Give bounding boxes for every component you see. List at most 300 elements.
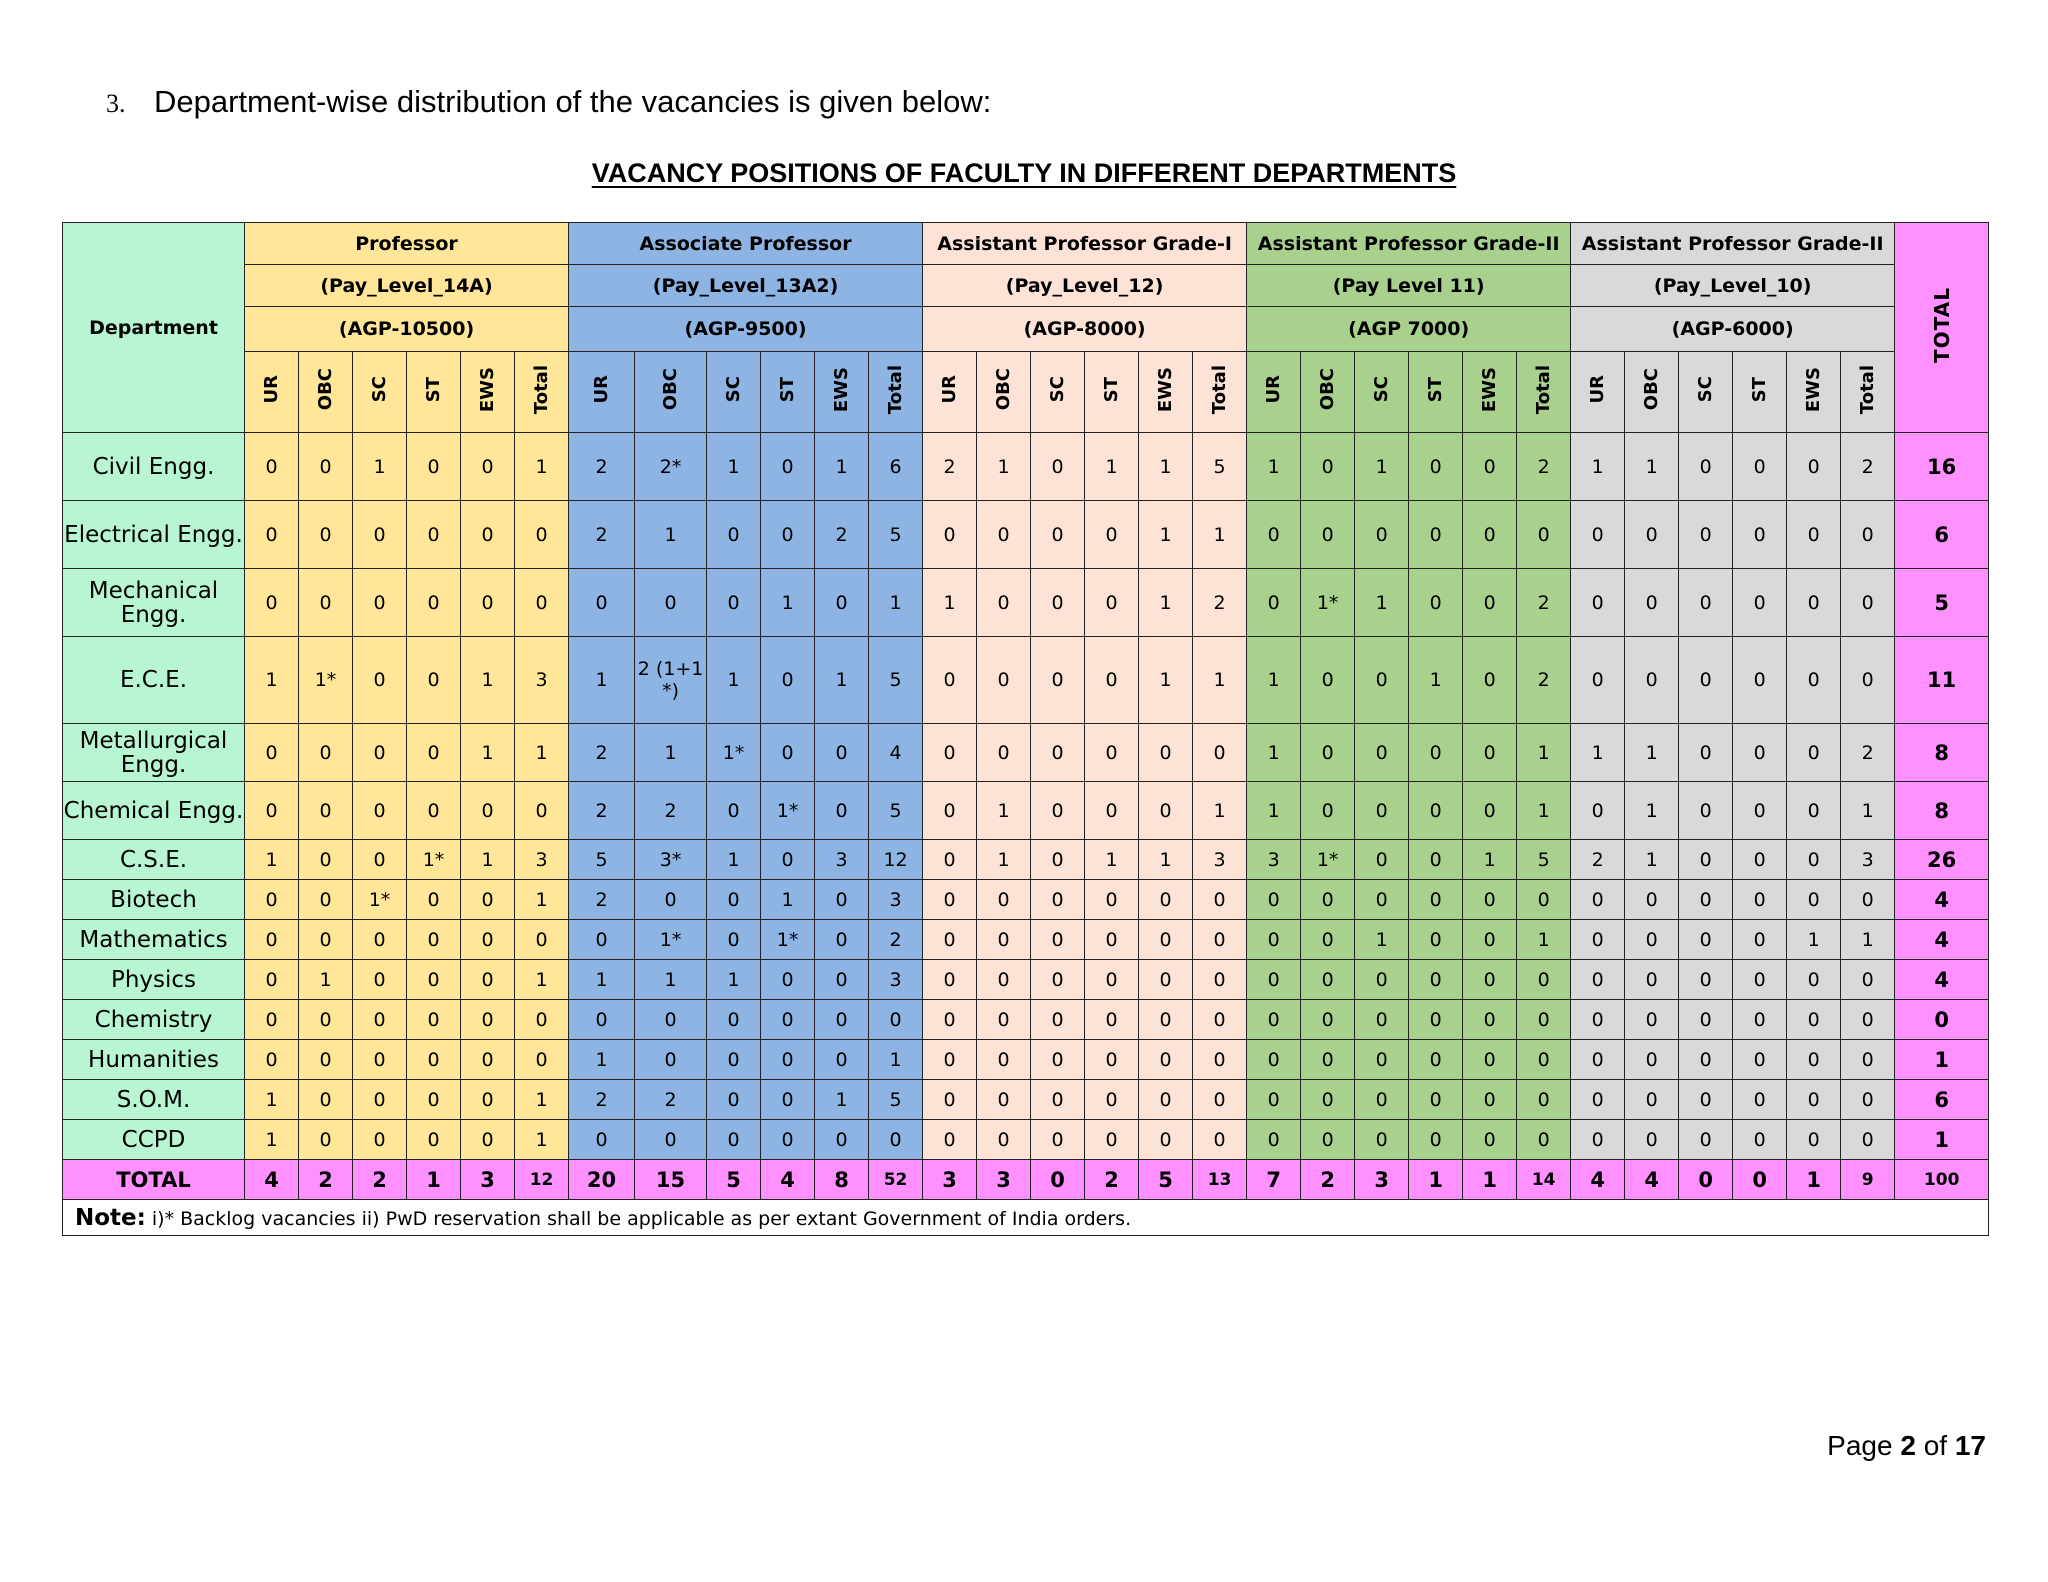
vacancy-cell: 0 <box>1193 1000 1247 1040</box>
vacancy-cell: 0 <box>1733 960 1787 1000</box>
vacancy-cell: 1 <box>1625 782 1679 840</box>
department-name: Biotech <box>63 880 245 920</box>
vacancy-cell: 0 <box>761 637 815 724</box>
vacancy-cell: 1 <box>1193 501 1247 569</box>
total-cell: 4 <box>1625 1160 1679 1200</box>
vacancy-cell: 0 <box>1409 840 1463 880</box>
vacancy-cell: 0 <box>1139 1040 1193 1080</box>
vacancy-cell: 0 <box>1679 782 1733 840</box>
row-total: 1 <box>1895 1120 1989 1160</box>
vacancy-cell: 0 <box>1733 1080 1787 1120</box>
vacancy-cell: 1 <box>815 433 869 501</box>
vacancy-cell: 0 <box>407 782 461 840</box>
vacancy-cell: 0 <box>245 1040 299 1080</box>
total-cell: 3 <box>923 1160 977 1200</box>
vacancy-table <box>62 222 1989 1236</box>
vacancy-cell: 0 <box>1031 920 1085 960</box>
vacancy-cell: 2 <box>1517 433 1571 501</box>
vacancy-cell: 1 <box>515 1080 569 1120</box>
vacancy-cell: 0 <box>761 1080 815 1120</box>
vacancy-cell: 1 <box>1409 637 1463 724</box>
group-name: Assistant Professor Grade-II <box>1571 223 1895 265</box>
vacancy-cell: 0 <box>353 1040 407 1080</box>
vacancy-cell: 0 <box>299 840 353 880</box>
table-row <box>63 724 1989 782</box>
vacancy-cell: 0 <box>1463 1000 1517 1040</box>
vacancy-cell: 0 <box>1247 569 1301 637</box>
group-name: Assistant Professor Grade-I <box>923 223 1247 265</box>
group-name: Associate Professor <box>569 223 923 265</box>
category-header: EWS <box>1463 352 1517 433</box>
vacancy-cell: 0 <box>299 569 353 637</box>
vacancy-cell: 0 <box>1787 840 1841 880</box>
vacancy-cell: 0 <box>635 1000 707 1040</box>
vacancy-cell: 0 <box>761 840 815 880</box>
vacancy-cell: 0 <box>461 782 515 840</box>
vacancy-cell: 0 <box>1733 724 1787 782</box>
vacancy-cell: 0 <box>299 724 353 782</box>
vacancy-cell: 0 <box>635 880 707 920</box>
vacancy-cell: 0 <box>1247 960 1301 1000</box>
vacancy-cell: 0 <box>1733 637 1787 724</box>
vacancy-cell: 1* <box>707 724 761 782</box>
vacancy-cell: 12 <box>869 840 923 880</box>
vacancy-cell: 1 <box>245 840 299 880</box>
vacancy-cell: 0 <box>1625 569 1679 637</box>
vacancy-cell: 0 <box>569 1120 635 1160</box>
vacancy-cell: 0 <box>707 1080 761 1120</box>
vacancy-cell: 0 <box>815 1120 869 1160</box>
category-header: OBC <box>299 352 353 433</box>
vacancy-cell: 0 <box>1409 433 1463 501</box>
vacancy-cell: 0 <box>977 1080 1031 1120</box>
vacancy-cell: 1 <box>1787 920 1841 960</box>
vacancy-cell: 0 <box>1355 501 1409 569</box>
vacancy-cell: 0 <box>815 920 869 960</box>
vacancy-cell: 0 <box>923 1040 977 1080</box>
vacancy-cell: 0 <box>1031 1000 1085 1040</box>
vacancy-cell: 1 <box>1139 840 1193 880</box>
vacancy-cell: 1 <box>707 840 761 880</box>
total-cell: 20 <box>569 1160 635 1200</box>
vacancy-cell: 0 <box>1733 1120 1787 1160</box>
vacancy-cell: 5 <box>1193 433 1247 501</box>
vacancy-cell: 0 <box>1463 569 1517 637</box>
vacancy-cell: 0 <box>977 637 1031 724</box>
vacancy-cell: 0 <box>1409 569 1463 637</box>
vacancy-cell: 2 <box>1841 724 1895 782</box>
vacancy-cell: 0 <box>815 1040 869 1080</box>
vacancy-cell: 0 <box>407 569 461 637</box>
page-current: 2 <box>1900 1430 1916 1461</box>
vacancy-cell: 0 <box>1733 501 1787 569</box>
vacancy-cell: 0 <box>1247 1040 1301 1080</box>
total-cell: 0 <box>1733 1160 1787 1200</box>
vacancy-cell: 0 <box>1355 782 1409 840</box>
vacancy-cell: 0 <box>977 880 1031 920</box>
vacancy-cell: 0 <box>1679 637 1733 724</box>
vacancy-cell: 1 <box>977 433 1031 501</box>
vacancy-cell: 0 <box>1679 501 1733 569</box>
vacancy-cell: 0 <box>1841 637 1895 724</box>
vacancy-cell: 0 <box>1301 433 1355 501</box>
vacancy-cell: 0 <box>923 1120 977 1160</box>
vacancy-cell: 0 <box>245 960 299 1000</box>
vacancy-cell: 0 <box>245 724 299 782</box>
vacancy-cell: 0 <box>707 569 761 637</box>
vacancy-cell: 0 <box>1085 1120 1139 1160</box>
vacancy-cell: 2 <box>1517 569 1571 637</box>
group-agp: (AGP-10500) <box>245 307 569 352</box>
vacancy-cell: 0 <box>1571 1040 1625 1080</box>
vacancy-cell: 0 <box>245 920 299 960</box>
table-row <box>63 637 1989 724</box>
department-name: CCPD <box>63 1120 245 1160</box>
total-cell: 7 <box>1247 1160 1301 1200</box>
vacancy-cell: 2 <box>869 920 923 960</box>
vacancy-cell: 0 <box>1841 880 1895 920</box>
vacancy-cell: 0 <box>923 880 977 920</box>
category-header: OBC <box>635 352 707 433</box>
vacancy-cell: 1 <box>1841 920 1895 960</box>
vacancy-cell: 0 <box>1301 960 1355 1000</box>
vacancy-cell: 0 <box>515 1040 569 1080</box>
vacancy-cell: 0 <box>1571 1080 1625 1120</box>
vacancy-cell: 0 <box>1787 880 1841 920</box>
vacancy-cell: 2 <box>1517 637 1571 724</box>
category-header: Total <box>1841 352 1895 433</box>
department-name: Chemistry <box>63 1000 245 1040</box>
vacancy-cell: 1 <box>707 433 761 501</box>
vacancy-cell: 0 <box>299 880 353 920</box>
vacancy-cell: 0 <box>515 920 569 960</box>
department-name: Physics <box>63 960 245 1000</box>
vacancy-cell: 0 <box>1355 1040 1409 1080</box>
group-agp: (AGP-8000) <box>923 307 1247 352</box>
vacancy-cell: 0 <box>923 920 977 960</box>
category-header: OBC <box>977 352 1031 433</box>
vacancy-cell: 1 <box>635 724 707 782</box>
vacancy-cell: 0 <box>1463 637 1517 724</box>
vacancy-cell: 1 <box>461 637 515 724</box>
vacancy-cell: 0 <box>815 1000 869 1040</box>
vacancy-cell: 0 <box>1193 1120 1247 1160</box>
vacancy-cell: 2 <box>569 880 635 920</box>
vacancy-cell: 0 <box>1301 1040 1355 1080</box>
vacancy-cell: 0 <box>407 637 461 724</box>
vacancy-cell: 0 <box>353 501 407 569</box>
vacancy-cell: 0 <box>407 1040 461 1080</box>
vacancy-cell: 0 <box>515 501 569 569</box>
vacancy-cell: 1 <box>977 840 1031 880</box>
vacancy-cell: 1 <box>569 637 635 724</box>
total-cell: 14 <box>1517 1160 1571 1200</box>
vacancy-cell: 0 <box>1733 920 1787 960</box>
total-cell: 13 <box>1193 1160 1247 1200</box>
vacancy-cell: 0 <box>353 1080 407 1120</box>
vacancy-cell: 0 <box>1409 920 1463 960</box>
vacancy-cell: 0 <box>869 1000 923 1040</box>
vacancy-cell: 0 <box>1031 782 1085 840</box>
vacancy-cell: 0 <box>1193 724 1247 782</box>
vacancy-cell: 2 <box>635 782 707 840</box>
vacancy-cell: 3 <box>1193 840 1247 880</box>
row-total: 4 <box>1895 920 1989 960</box>
vacancy-cell: 0 <box>353 782 407 840</box>
vacancy-cell: 0 <box>1139 1080 1193 1120</box>
total-cell: 15 <box>635 1160 707 1200</box>
vacancy-cell: 0 <box>299 1080 353 1120</box>
vacancy-cell: 1 <box>515 1120 569 1160</box>
vacancy-cell: 0 <box>1301 1000 1355 1040</box>
vacancy-cell: 0 <box>1571 782 1625 840</box>
vacancy-cell: 0 <box>1625 1120 1679 1160</box>
vacancy-cell: 0 <box>1625 637 1679 724</box>
vacancy-cell: 0 <box>1625 920 1679 960</box>
vacancy-cell: 0 <box>761 501 815 569</box>
vacancy-cell: 0 <box>635 1040 707 1080</box>
vacancy-cell: 0 <box>1193 1040 1247 1080</box>
vacancy-cell: 0 <box>461 569 515 637</box>
vacancy-cell: 0 <box>815 569 869 637</box>
vacancy-cell: 0 <box>1787 1040 1841 1080</box>
vacancy-cell: 0 <box>1247 1120 1301 1160</box>
vacancy-cell: 0 <box>1247 1000 1301 1040</box>
total-cell: 3 <box>1355 1160 1409 1200</box>
vacancy-cell: 0 <box>1625 501 1679 569</box>
vacancy-cell: 0 <box>1841 501 1895 569</box>
vacancy-cell: 1 <box>1085 433 1139 501</box>
vacancy-cell: 0 <box>1787 569 1841 637</box>
vacancy-cell: 1 <box>1139 433 1193 501</box>
vacancy-cell: 1 <box>815 637 869 724</box>
vacancy-cell: 0 <box>1193 1080 1247 1120</box>
vacancy-cell: 1* <box>635 920 707 960</box>
total-cell: 2 <box>1301 1160 1355 1200</box>
vacancy-cell: 0 <box>1679 724 1733 782</box>
vacancy-cell: 0 <box>1787 1000 1841 1040</box>
vacancy-cell: 2* <box>635 433 707 501</box>
table-row <box>63 960 1989 1000</box>
intro-text: Department-wise distribution of the vacancies is given below: <box>154 84 992 119</box>
vacancy-cell: 0 <box>1301 724 1355 782</box>
vacancy-cell: 0 <box>1355 1120 1409 1160</box>
vacancy-cell: 4 <box>869 724 923 782</box>
category-header: Total <box>1193 352 1247 433</box>
total-cell: 3 <box>461 1160 515 1200</box>
vacancy-cell: 0 <box>1355 637 1409 724</box>
vacancy-cell: 0 <box>815 880 869 920</box>
vacancy-cell: 1 <box>515 880 569 920</box>
vacancy-cell: 0 <box>1355 1000 1409 1040</box>
vacancy-cell: 0 <box>1733 433 1787 501</box>
vacancy-cell: 0 <box>761 1040 815 1080</box>
vacancy-cell: 0 <box>1031 960 1085 1000</box>
vacancy-cell: 2 <box>569 1080 635 1120</box>
vacancy-cell: 0 <box>1787 782 1841 840</box>
vacancy-cell: 0 <box>1409 724 1463 782</box>
note <box>63 1200 1989 1236</box>
vacancy-cell: 0 <box>1733 1040 1787 1080</box>
total-cell: 5 <box>707 1160 761 1200</box>
vacancy-cell: 0 <box>815 724 869 782</box>
vacancy-cell: 0 <box>1841 1040 1895 1080</box>
vacancy-cell: 1* <box>1301 569 1355 637</box>
vacancy-cell: 0 <box>1247 880 1301 920</box>
vacancy-cell: 0 <box>707 1040 761 1080</box>
vacancy-cell: 0 <box>1625 1000 1679 1040</box>
vacancy-cell: 1* <box>407 840 461 880</box>
vacancy-cell: 0 <box>1031 840 1085 880</box>
vacancy-cell: 0 <box>977 1040 1031 1080</box>
group-pay-level: (Pay_Level_14A) <box>245 265 569 307</box>
vacancy-cell: 0 <box>245 569 299 637</box>
vacancy-cell: 0 <box>1571 501 1625 569</box>
vacancy-cell: 0 <box>707 782 761 840</box>
vacancy-cell: 0 <box>1679 920 1733 960</box>
category-header: ST <box>761 352 815 433</box>
vacancy-cell: 1 <box>1085 840 1139 880</box>
vacancy-cell: 1 <box>1841 782 1895 840</box>
total-cell: 12 <box>515 1160 569 1200</box>
vacancy-cell: 0 <box>1787 433 1841 501</box>
vacancy-cell: 0 <box>1409 1040 1463 1080</box>
vacancy-cell: 5 <box>1517 840 1571 880</box>
total-cell: 4 <box>761 1160 815 1200</box>
category-header: OBC <box>1625 352 1679 433</box>
vacancy-cell: 0 <box>1247 501 1301 569</box>
vacancy-cell: 0 <box>1517 1040 1571 1080</box>
vacancy-cell: 0 <box>1139 1120 1193 1160</box>
vacancy-cell: 0 <box>1571 880 1625 920</box>
vacancy-cell: 0 <box>1301 637 1355 724</box>
vacancy-cell: 0 <box>353 637 407 724</box>
department-name: Civil Engg. <box>63 433 245 501</box>
vacancy-cell: 3 <box>515 637 569 724</box>
vacancy-cell: 0 <box>1355 1080 1409 1120</box>
vacancy-cell: 3 <box>869 960 923 1000</box>
total-cell: 8 <box>815 1160 869 1200</box>
table-row <box>63 569 1989 637</box>
row-total: 1 <box>1895 1040 1989 1080</box>
vacancy-cell: 1 <box>635 501 707 569</box>
vacancy-cell: 0 <box>569 920 635 960</box>
vacancy-cell: 1 <box>869 1040 923 1080</box>
vacancy-cell: 2 <box>1193 569 1247 637</box>
vacancy-cell: 0 <box>1841 569 1895 637</box>
category-header: ST <box>1409 352 1463 433</box>
vacancy-cell: 0 <box>1139 920 1193 960</box>
vacancy-cell: 0 <box>1733 569 1787 637</box>
table-row <box>63 1000 1989 1040</box>
table-row <box>63 920 1989 960</box>
table-title: VACANCY POSITIONS OF FACULTY IN DIFFERENT DEPARTMENTS <box>591 158 1457 188</box>
vacancy-cell: 0 <box>1085 501 1139 569</box>
vacancy-cell: 1 <box>1247 782 1301 840</box>
vacancy-cell: 0 <box>515 569 569 637</box>
grand-total: 100 <box>1895 1160 1989 1200</box>
vacancy-cell: 0 <box>923 501 977 569</box>
category-header: SC <box>1679 352 1733 433</box>
vacancy-cell: 0 <box>1085 880 1139 920</box>
vacancy-cell: 1 <box>761 569 815 637</box>
vacancy-cell: 0 <box>1085 724 1139 782</box>
vacancy-cell: 1* <box>353 880 407 920</box>
vacancy-cell: 0 <box>923 724 977 782</box>
vacancy-cell: 0 <box>1409 782 1463 840</box>
vacancy-cell: 1 <box>569 960 635 1000</box>
category-header: ST <box>407 352 461 433</box>
total-cell: 1 <box>1409 1160 1463 1200</box>
vacancy-cell: 0 <box>1031 880 1085 920</box>
vacancy-cell: 0 <box>407 960 461 1000</box>
category-header: UR <box>1247 352 1301 433</box>
vacancy-cell: 0 <box>353 724 407 782</box>
total-cell: 1 <box>407 1160 461 1200</box>
total-cell: 0 <box>1679 1160 1733 1200</box>
vacancy-cell: 0 <box>1193 880 1247 920</box>
vacancy-cell: 1 <box>1139 501 1193 569</box>
row-total: 11 <box>1895 637 1989 724</box>
row-total: 5 <box>1895 569 1989 637</box>
total-cell: 4 <box>1571 1160 1625 1200</box>
vacancy-cell: 0 <box>761 724 815 782</box>
category-header: ST <box>1733 352 1787 433</box>
vacancy-cell: 3 <box>815 840 869 880</box>
vacancy-cell: 0 <box>1409 501 1463 569</box>
vacancy-cell: 2 <box>569 433 635 501</box>
vacancy-cell: 0 <box>1139 782 1193 840</box>
total-cell: 5 <box>1139 1160 1193 1200</box>
vacancy-cell: 0 <box>1463 724 1517 782</box>
vacancy-cell: 0 <box>1085 569 1139 637</box>
row-total: 4 <box>1895 960 1989 1000</box>
page-number: Page 2 of 17 <box>1827 1430 1986 1461</box>
category-header: SC <box>1355 352 1409 433</box>
intro-line <box>106 84 991 120</box>
vacancy-cell: 0 <box>1841 1120 1895 1160</box>
vacancy-cell: 0 <box>1517 1120 1571 1160</box>
vacancy-cell: 0 <box>1517 880 1571 920</box>
vacancy-cell: 0 <box>761 960 815 1000</box>
row-total: 6 <box>1895 1080 1989 1120</box>
totals-label: TOTAL <box>63 1160 245 1200</box>
vacancy-cell: 0 <box>1031 1040 1085 1080</box>
vacancy-cell: 1* <box>761 920 815 960</box>
vacancy-cell: 0 <box>1787 724 1841 782</box>
vacancy-cell: 1 <box>245 637 299 724</box>
vacancy-cell: 0 <box>761 1120 815 1160</box>
vacancy-cell: 0 <box>977 1120 1031 1160</box>
vacancy-cell: 0 <box>1679 569 1733 637</box>
vacancy-cell: 0 <box>407 880 461 920</box>
vacancy-cell: 0 <box>707 1000 761 1040</box>
total-cell: 2 <box>353 1160 407 1200</box>
vacancy-cell: 1 <box>461 724 515 782</box>
group-agp: (AGP-6000) <box>1571 307 1895 352</box>
total-cell: 1 <box>1787 1160 1841 1200</box>
vacancy-cell: 0 <box>977 920 1031 960</box>
vacancy-cell: 0 <box>1463 501 1517 569</box>
vacancy-cell: 3 <box>515 840 569 880</box>
row-total: 4 <box>1895 880 1989 920</box>
vacancy-cell: 1 <box>707 960 761 1000</box>
vacancy-cell: 0 <box>515 782 569 840</box>
category-header: EWS <box>1787 352 1841 433</box>
vacancy-cell: 0 <box>245 1000 299 1040</box>
vacancy-cell: 1 <box>245 1080 299 1120</box>
vacancy-cell: 0 <box>299 501 353 569</box>
